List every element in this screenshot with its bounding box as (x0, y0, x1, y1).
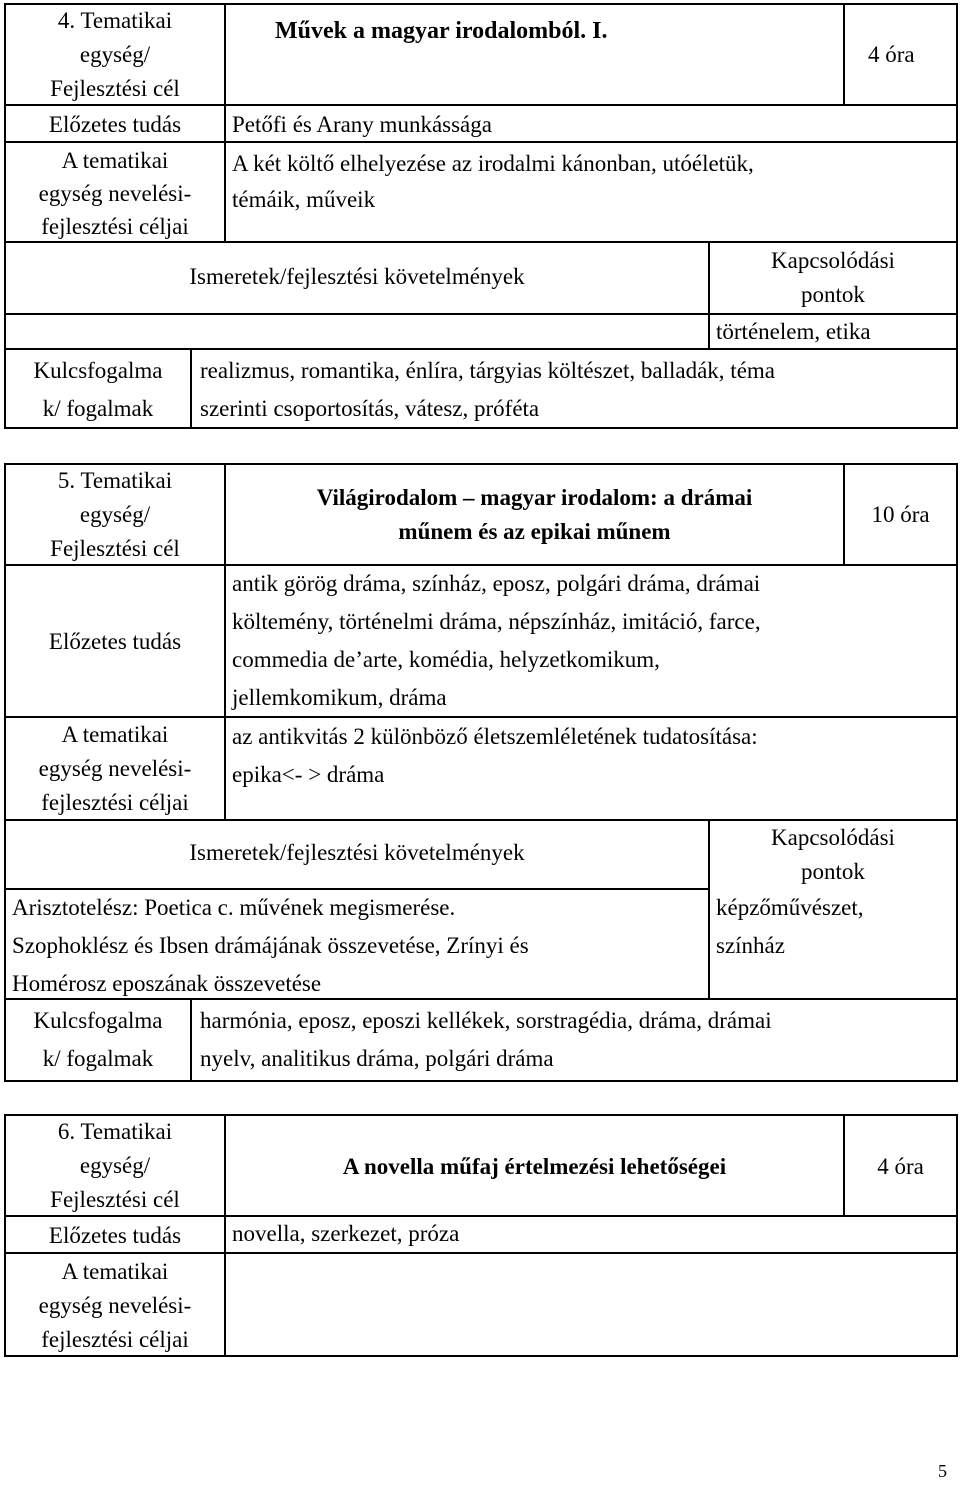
prior-knowledge-label: Előzetes tudás (48, 1223, 182, 1248)
prior-knowledge-label: Előzetes tudás (48, 112, 182, 137)
links-value: képzőművészet, színház (716, 895, 864, 958)
prior-knowledge-value: Petőfi és Arany munkássága (232, 112, 492, 137)
goals-label: A tematikai egység nevelési- fejlesztési céljai (38, 722, 192, 815)
key-concepts-label: Kulcsfogalma k/ fogalmak (33, 1008, 163, 1071)
links-value: történelem, etika (716, 319, 871, 344)
unit-hours: 4 óra (868, 42, 915, 67)
unit-label: 5. Tematikai egység/ Fejlesztési cél (50, 468, 180, 561)
goals-label: A tematikai egység nevelési- fejlesztési céljai (38, 148, 192, 239)
unit-label: 6. Tematikai egység/ Fejlesztési cél (50, 1119, 180, 1212)
unit-label: 4. Tematikai egység/ Fejlesztési cél (50, 8, 180, 101)
prior-knowledge-label: Előzetes tudás (48, 629, 182, 654)
goals-value: az antikvitás 2 különböző életszemléletének tudatosítása: epika<- > dráma (232, 724, 758, 787)
unit-title: A novella műfaj értelmezési lehetőségei (342, 1154, 727, 1179)
goals-value: A két költő elhelyezése az irodalmi kánonban, utóéletük, témáik, műveik (232, 151, 754, 212)
unit-title: Művek a magyar irodalomból. I. (275, 18, 608, 44)
page-number: 5 (938, 1461, 947, 1481)
requirements-value: Arisztotelész: Poetica c. művének megismerése. Szophoklész és Ibsen drámájának összevetése, Zrínyi és Homérosz eposzának összevetése (12, 895, 529, 996)
requirements-header: Ismeretek/fejlesztési követelmények (189, 264, 525, 289)
links-header: Kapcsolódási pontok (771, 248, 895, 307)
links-header: Kapcsolódási pontok (771, 825, 895, 884)
unit-hours: 4 óra (877, 1154, 924, 1179)
key-concepts-value: harmónia, eposz, eposzi kellékek, sorstragédia, dráma, drámai nyelv, analitikus dráma, polgári dráma (200, 1008, 772, 1071)
key-concepts-label: Kulcsfogalma k/ fogalmak (33, 358, 163, 421)
prior-knowledge-value: antik görög dráma, színház, eposz, polgári dráma, drámai költemény, történelmi dráma, népszínház, imitáció, farce, commedia de’arte, komédia, helyzetkomikum, jellemkomikum, dráma (232, 571, 761, 710)
key-concepts-value: realizmus, romantika, énlíra, tárgyias költészet, balladák, téma szerinti csoportosítás, vátesz, próféta (200, 358, 775, 421)
prior-knowledge-value: novella, szerkezet, próza (232, 1221, 460, 1246)
goals-label: A tematikai egység nevelési- fejlesztési céljai (38, 1259, 192, 1352)
unit-title: Világirodalom – magyar irodalom: a drámai műnem és az epikai műnem (316, 485, 753, 544)
requirements-header: Ismeretek/fejlesztési követelmények (189, 840, 525, 865)
unit-hours: 10 óra (871, 502, 930, 527)
